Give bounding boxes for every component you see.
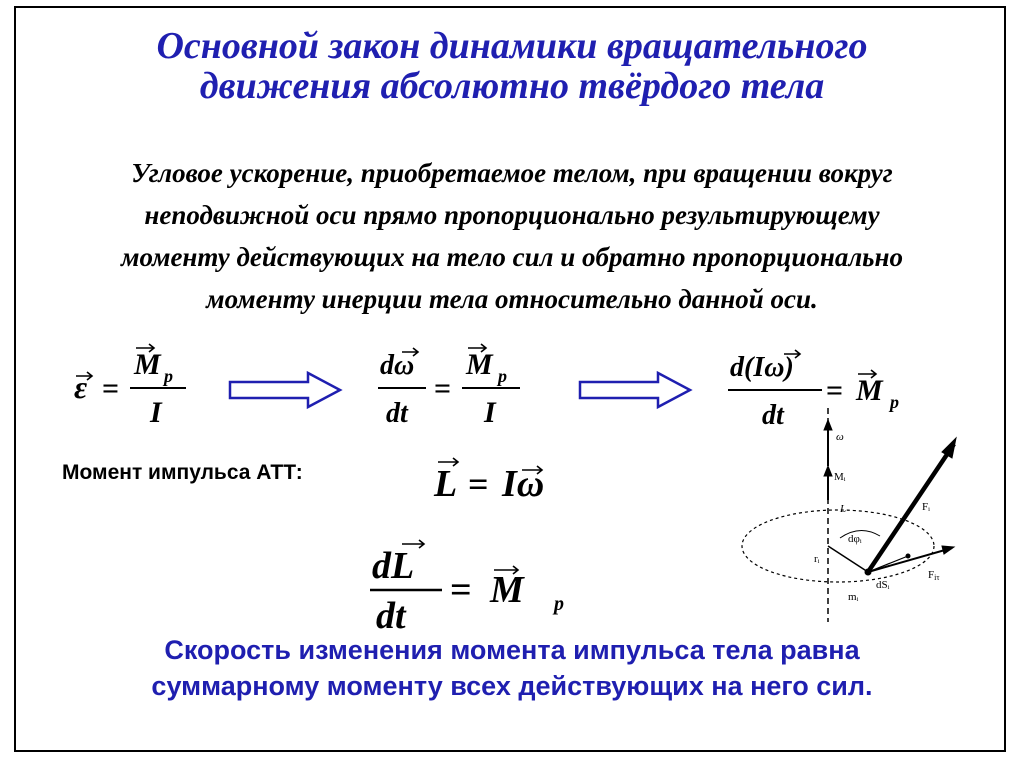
L-label: L xyxy=(840,503,847,515)
dSi-label: dSᵢ xyxy=(876,579,890,591)
svg-text:=: = xyxy=(826,374,844,407)
force-vector xyxy=(868,444,954,572)
definition-line-3: моменту действующих на тело сил и обратно пропорционально xyxy=(120,242,904,272)
eps-symbol: ε xyxy=(74,369,88,405)
svg-text:dL: dL xyxy=(372,545,415,587)
svg-text:Iω: Iω xyxy=(502,463,545,504)
rotation-diagram xyxy=(730,400,970,628)
orbit-ellipse xyxy=(742,510,934,582)
conclusion-line-2: суммарному моменту всех действующих на него сил. xyxy=(151,671,873,701)
dphi-label: dφᵢ xyxy=(848,533,862,545)
svg-text:p: p xyxy=(498,366,507,386)
definition-line-1: Угловое ускорение, приобретаемое телом, при вращении вокруг xyxy=(131,158,893,188)
formula-eps xyxy=(68,338,198,428)
eq1-num: M xyxy=(134,348,161,381)
formula-domega xyxy=(374,338,534,428)
slide-title xyxy=(60,26,964,106)
svg-text:=: = xyxy=(468,464,489,504)
svg-text:L: L xyxy=(434,463,458,504)
ri-label: rᵢ xyxy=(814,553,820,565)
svg-text:p: p xyxy=(890,392,899,412)
angular-momentum-label: Момент импульса АТТ: xyxy=(62,461,303,484)
omega-label: ω xyxy=(836,431,844,443)
formula-dL xyxy=(366,536,586,636)
eq3-lhs-num: d(Iω) xyxy=(730,352,794,383)
formula-L xyxy=(430,448,570,504)
eq1-den: I xyxy=(150,396,162,428)
eq3-rhs: M xyxy=(856,374,883,407)
title-line-2: движения абсолютно твёрдого тела xyxy=(199,65,825,107)
definition-line-2: неподвижной оси прямо пропорционально результирующему xyxy=(144,200,880,230)
Mi-label: Mᵢ xyxy=(834,471,846,483)
definition-text xyxy=(18,152,1006,320)
mi-label: mᵢ xyxy=(848,591,859,603)
implies-arrow-1 xyxy=(226,370,346,410)
eq2-lhs-num: dω xyxy=(380,350,415,381)
Fi-label: Fᵢ xyxy=(922,501,930,513)
svg-text:M: M xyxy=(490,569,524,611)
svg-text:=: = xyxy=(450,569,472,611)
definition-line-4: моменту инерции тела относительно данной оси. xyxy=(206,284,818,314)
conclusion-line-1: Скорость изменения момента импульса тела равна xyxy=(164,635,860,665)
title-line-1: Основной закон динамики вращательного xyxy=(156,25,868,67)
implies-arrow-2 xyxy=(576,370,696,410)
eq2-lhs-den: dt xyxy=(386,398,408,428)
conclusion-text xyxy=(60,632,964,704)
eq3-lhs-den: dt xyxy=(762,400,784,430)
svg-text:p: p xyxy=(164,366,173,386)
svg-text:dt: dt xyxy=(376,595,406,636)
svg-text:p: p xyxy=(554,593,564,615)
Fit-label: Fiτ xyxy=(928,569,940,582)
svg-text:=: = xyxy=(102,372,120,405)
svg-text:=: = xyxy=(434,372,452,405)
eq2-den: I xyxy=(484,396,496,428)
eq2-num: M xyxy=(466,348,493,381)
